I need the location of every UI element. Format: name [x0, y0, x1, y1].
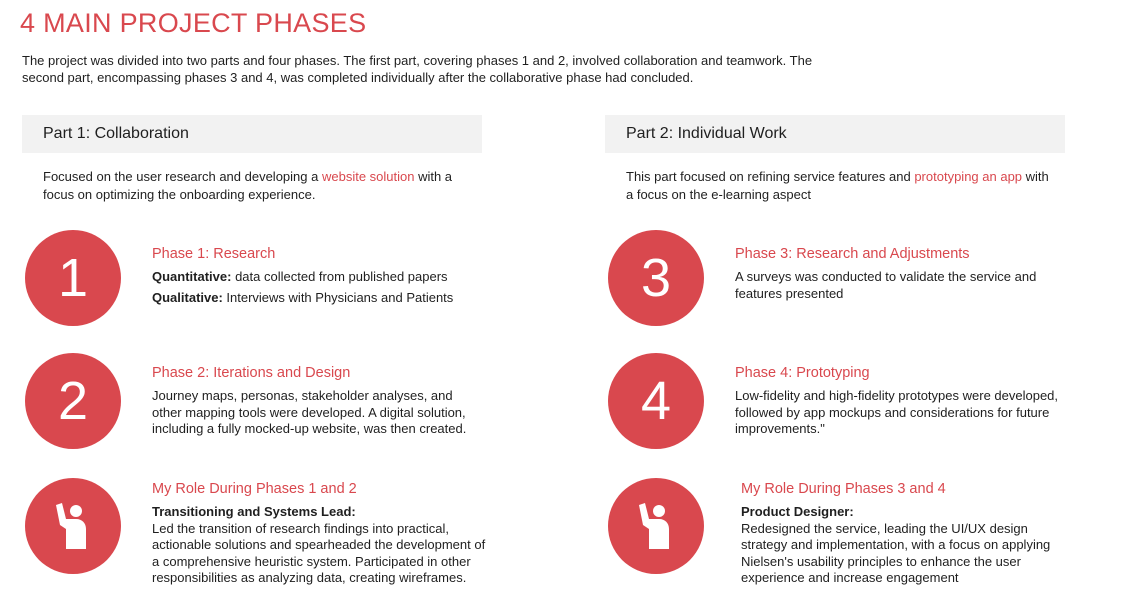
phase4-title: Phase 4: Prototyping	[735, 365, 870, 381]
phase3-title: Phase 3: Research and Adjustments	[735, 246, 970, 262]
phase1-text-qualitative: Interviews with Physicians and Patients	[222, 289, 454, 305]
role2-hand-circle	[608, 478, 704, 574]
role2-lead: Product Designer:	[741, 504, 854, 519]
phase2-body: Journey maps, personas, stakeholder analyses, and other mapping tools were developed. A digital solution, including a fully mocked-up website, was then created.	[152, 388, 467, 436]
phase3-number-circle: 3	[608, 230, 704, 326]
raised-hand-icon	[629, 499, 683, 553]
phase3-body: A surveys was conducted to validate the service and features presented	[735, 269, 1037, 301]
phase2-title: Phase 2: Iterations and Design	[152, 365, 351, 381]
part2-description	[626, 168, 1056, 204]
role1-hand-circle	[25, 478, 121, 574]
part2-header: Part 2: Individual Work	[605, 115, 1065, 153]
phase1-number-circle: 1	[25, 230, 121, 326]
part2-desc-text: This part focused on refining service features and	[626, 169, 915, 184]
raised-hand-icon	[46, 499, 100, 553]
page-title: 4 MAIN PROJECT PHASES	[20, 8, 367, 38]
phase1-body	[152, 269, 482, 310]
role1-title: My Role During Phases 1 and 2	[152, 481, 357, 497]
part1-description	[43, 168, 463, 204]
phase1-label-qualitative: Qualitative:	[152, 289, 223, 305]
phase1-text-quantitative: data collected from published papers	[231, 269, 448, 284]
phase2-number-circle: 2	[25, 353, 121, 449]
intro-text: The project was divided into two parts and four phases. The first part, covering phases 1 and 2, involved collaboration and teamwork. The second part, encompassing phases 3 and 4, was completed individually after the collaborative phase had concluded.	[22, 53, 813, 85]
role2-title: My Role During Phases 3 and 4	[741, 481, 946, 497]
role2-body	[741, 504, 1061, 587]
part1-desc-text: Focused on the user research and developing a	[43, 169, 322, 184]
part1-header: Part 1: Collaboration	[22, 115, 482, 153]
role1-body	[152, 504, 487, 587]
phase4-number-circle: 4	[608, 353, 704, 449]
website-solution-link[interactable]: website solution	[321, 169, 415, 184]
part2-desc-text-end: with a focus on the e-learning aspect	[626, 169, 1049, 202]
phase1-title: Phase 1: Research	[152, 246, 276, 262]
phase4-body: Low-fidelity and high-fidelity prototypes were developed, followed by app mockups and considerations for future improvements."	[735, 388, 1059, 436]
role2-description: Redesigned the service, leading the UI/UX design strategy and implementation, with a focus on applying Nielsen's usability principles to enhance the user experience and increase engagement	[741, 520, 1051, 585]
prototyping-app-link[interactable]: prototyping an app	[914, 169, 1023, 184]
phase1-label-quantitative: Quantitative:	[152, 269, 232, 284]
role1-description: Led the transition of research findings into practical, actionable solutions and spearheaded the development of a comprehensive heuristic system. Participated in other responsibilities as analyzing data, creating wireframes.	[152, 520, 486, 585]
part1-desc-text-end: with a focus on optimizing the onboarding experience.	[43, 169, 453, 202]
role1-lead: Transitioning and Systems Lead:	[152, 504, 356, 519]
